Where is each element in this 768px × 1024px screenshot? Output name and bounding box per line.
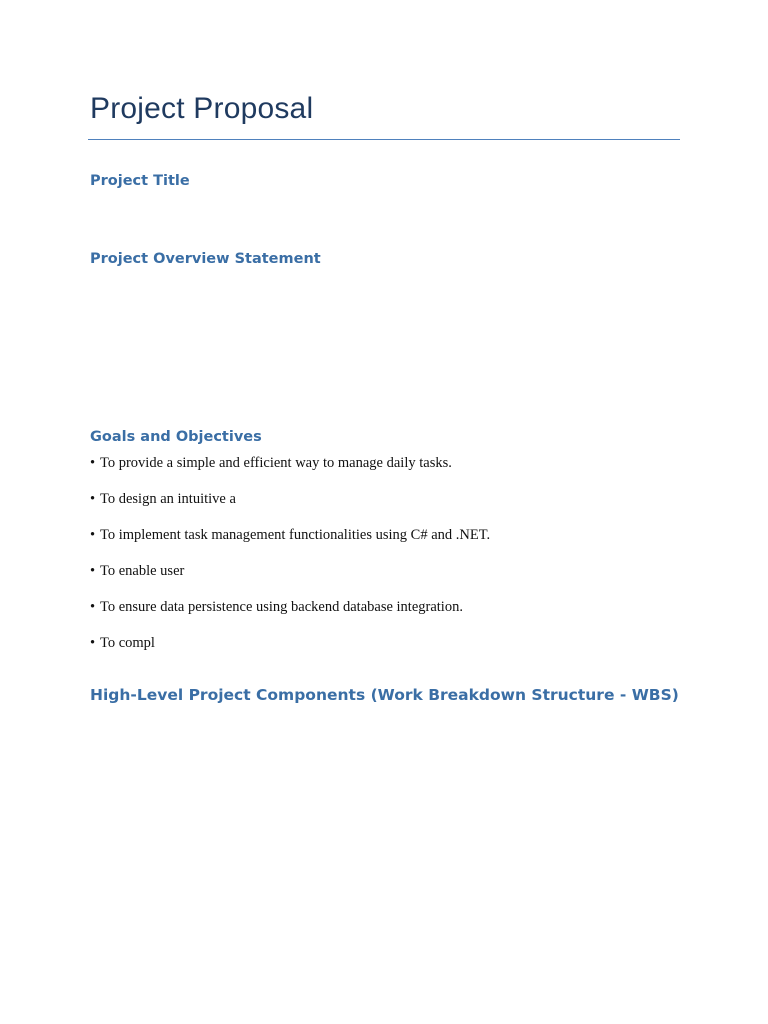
goal-text: To implement task management functionalities using C# and .NET.	[100, 527, 491, 543]
goal-item	[90, 633, 490, 669]
goal-item	[90, 489, 490, 525]
heading-project-overview: Project Overview Statement	[90, 251, 321, 267]
goal-item	[90, 597, 490, 633]
bullet-icon: •	[90, 491, 96, 507]
heading-project-title: Project Title	[90, 173, 190, 189]
bullet-icon: •	[90, 635, 96, 651]
goal-item	[90, 561, 490, 597]
bullet-icon: •	[90, 455, 96, 471]
goal-item	[90, 453, 490, 489]
goal-text: To enable user	[100, 563, 185, 579]
goal-text: To ensure data persistence using backend database integration.	[100, 599, 463, 615]
document-title: Project Proposal	[90, 92, 314, 125]
bullet-icon: •	[90, 599, 96, 615]
heading-wbs: High-Level Project Components (Work Breakdown Structure - WBS)	[90, 686, 679, 704]
title-underline	[88, 139, 680, 140]
bullet-icon: •	[90, 563, 96, 579]
heading-goals-objectives: Goals and Objectives	[90, 429, 262, 445]
goal-text: To provide a simple and efficient way to manage daily tasks.	[100, 455, 452, 471]
bullet-icon: •	[90, 527, 96, 543]
goals-list	[90, 453, 490, 669]
goal-text: To compl	[100, 635, 155, 651]
goal-item	[90, 525, 490, 561]
goal-text: To design an intuitive a	[100, 491, 236, 507]
